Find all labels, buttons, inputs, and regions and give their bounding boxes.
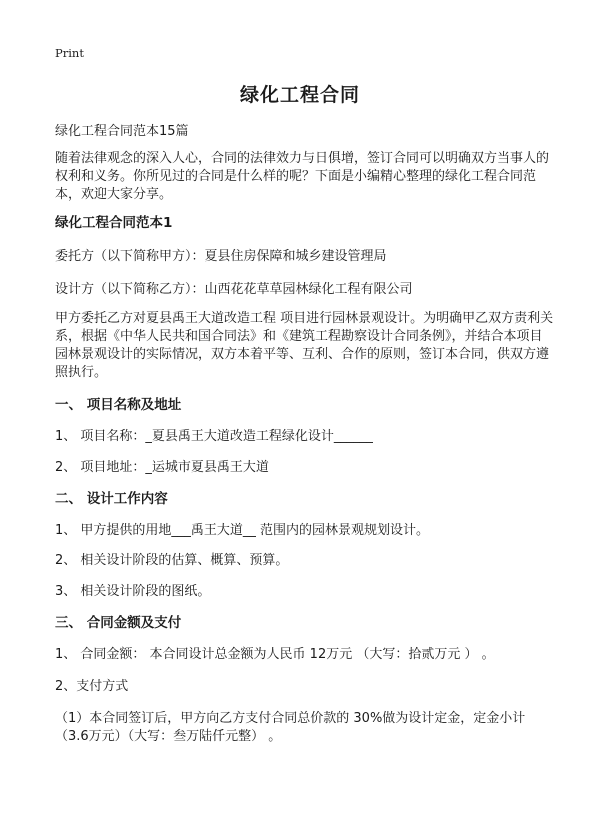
party-b: 设计方（以下简称乙方）：山西花花草草园林绿化工程有限公司 <box>55 282 413 297</box>
item-design-drawings: 3、 相关设计阶段的图纸。 <box>55 584 211 599</box>
item-payment-deposit: （1）本合同签订后，甲方向乙方支付合同总价款的 30%做为设计定金，定金小计（3.6万元）（大写：叁万陆仟元整） 。 <box>55 711 526 744</box>
print-label: Print <box>55 46 84 60</box>
item-project-name: 1、 项目名称：_夏县禹王大道改造工程绿化设计______ <box>55 429 373 444</box>
intro-paragraph: 随着法律观念的深入人心，合同的法律效力与日俱增，签订合同可以明确双方当事人的权利和义务。你所见过的合同是什么样的呢？下面是小编精心整理的绿化工程合同范本，欢迎大家分享。 <box>55 151 550 202</box>
document-title: 绿化工程合同 <box>239 84 360 106</box>
item-contract-amount: 1、 合同金额： 本合同设计总金额为人民币 12万元 （大写：拾贰万元 ） 。 <box>55 647 495 662</box>
item-design-estimates: 2、 相关设计阶段的估算、概算、预算。 <box>55 553 289 568</box>
heading-design-content: 二、 设计工作内容 <box>55 491 168 507</box>
preamble-paragraph: 甲方委托乙方对夏县禹王大道改造工程 项目进行园林景观设计。为明确甲乙双方责利关系，根据《中华人民共和国合同法》和《建筑工程勘察设计合同条例》，并结合本项目园林景观设计的实际情况，双方本着平等、互利、合作的原则，签订本合同，供双方遵照执行。 <box>55 311 554 380</box>
item-project-address: 2、 项目地址：_运城市夏县禹王大道 <box>55 460 269 475</box>
item-payment-method: 2、支付方式 <box>55 679 129 694</box>
party-a: 委托方（以下简称甲方）：夏县住房保障和城乡建设管理局 <box>55 249 387 264</box>
document-subtitle: 绿化工程合同范本15篇 <box>55 124 189 139</box>
heading-contract-amount: 三、 合同金额及支付 <box>55 615 182 631</box>
item-design-scope: 1、 甲方提供的用地___禹王大道__ 范围内的园林景观规划设计。 <box>55 523 430 538</box>
section-title: 绿化工程合同范本1 <box>55 215 173 231</box>
heading-project-name-address: 一、 项目名称及地址 <box>55 397 182 413</box>
